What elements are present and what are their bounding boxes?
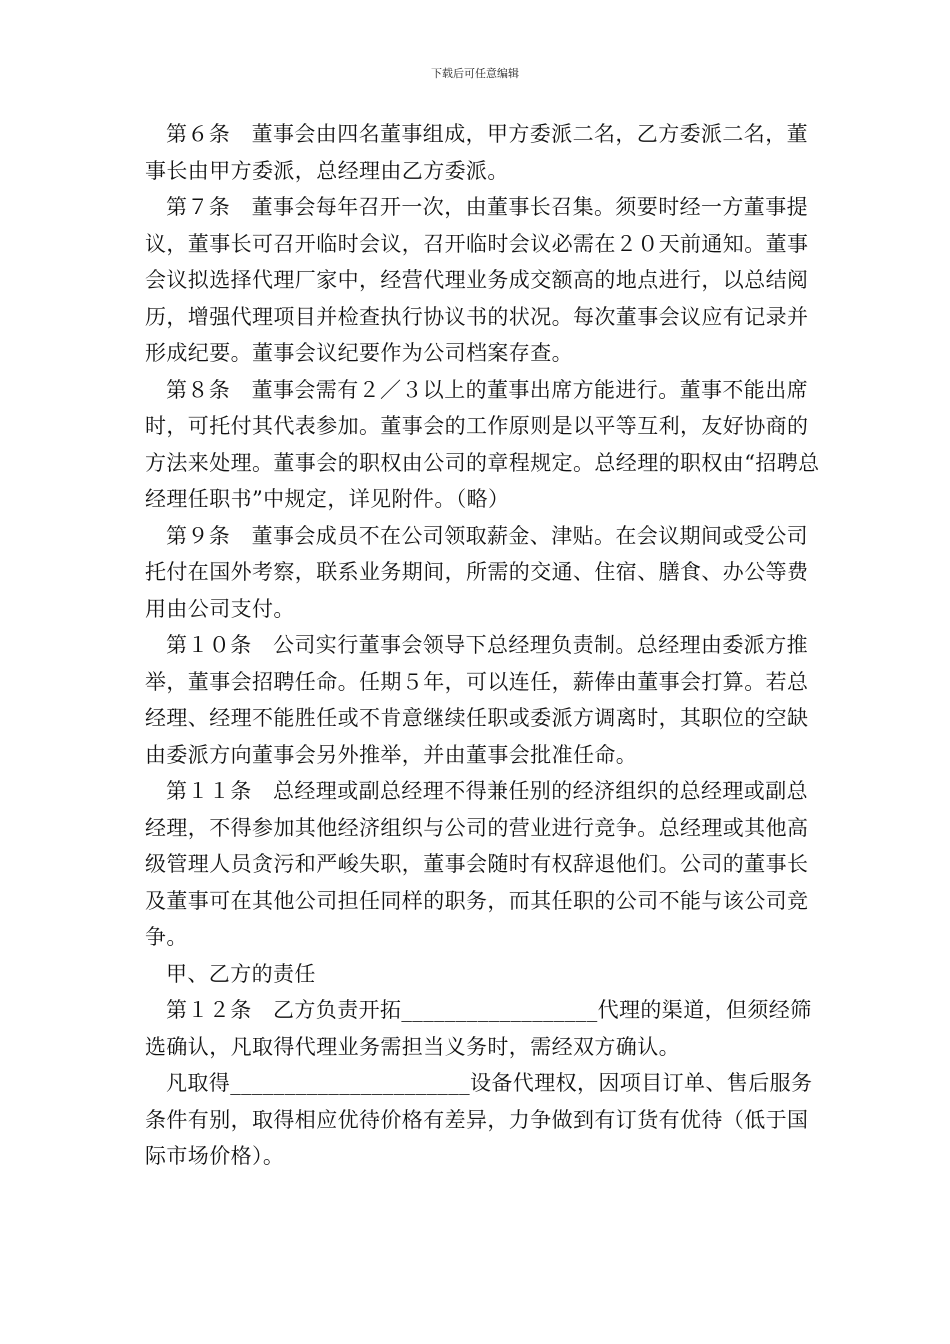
page-header: 下载后可任意编辑 (431, 67, 519, 80)
agency-rights-paragraph: 凡取得______________________设备代理权，因项目订单、售后服务条件有别，取得相应优待价格有差异，力争做到有订货有优待（低于国际市场价格）。 (145, 1071, 813, 1168)
article-6-paragraph: 第６条 董事会由四名董事组成，甲方委派二名，乙方委派二名，董事长由甲方委派，总经理由乙方委派。 (145, 122, 808, 183)
article-7-paragraph: 第７条 董事会每年召开一次，由董事长召集。须要时经一方董事提议，董事长可召开临时会议，召开临时会议必需在２０天前通知。董事会议拟选择代理厂家中，经营代理业务成交额高的地点进行，以总结阅历，增强代理项目并检查执行协议书的状况。每次董事会议应有记录并形成纪要。董事会议纪要作为公司档案存查。 (145, 195, 809, 365)
article-12-paragraph: 第１２条 乙方负责开拓__________________代理的渠道，但须经筛选确认，凡取得代理业务需担当义务时，需经双方确认。 (145, 998, 812, 1059)
article-10-paragraph: 第１０条 公司实行董事会领导下总经理负责制。总经理由委派方推举，董事会招聘任命。任期５年，可以连任，薪俸由董事会打算。若总经理、经理不能胜任或不肯意继续任职或委派方调离时，其职位的空缺由委派方向董事会另外推举，并由董事会批准任命。 (145, 633, 809, 767)
section-heading-responsibilities: 甲、乙方的责任 (166, 961, 316, 986)
article-8-paragraph: 第８条 董事会需有２／３以上的董事出席方能进行。董事不能出席时，可托付其代表参加。董事会的工作原则是以平等互利，友好协商的方法来处理。董事会的职权由公司的章程规定。总经理的职权由“招聘总经理任职书”中规定，详见附件。（略） (145, 377, 820, 511)
article-11-paragraph: 第１１条 总经理或副总经理不得兼任别的经济组织的总经理或副总经理，不得参加其他经济组织与公司的营业进行竞争。总经理或其他高级管理人员贪污和严峻失职，董事会随时有权辞退他们。公司的董事长及董事可在其他公司担任同样的职务，而其任职的公司不能与该公司竞争。 (145, 779, 809, 949)
article-9-paragraph: 第９条 董事会成员不在公司领取薪金、津贴。在会议期间或受公司托付在国外考察，联系业务期间，所需的交通、住宿、膳食、办公等费用由公司支付。 (145, 523, 809, 621)
document-body (145, 116, 825, 1175)
